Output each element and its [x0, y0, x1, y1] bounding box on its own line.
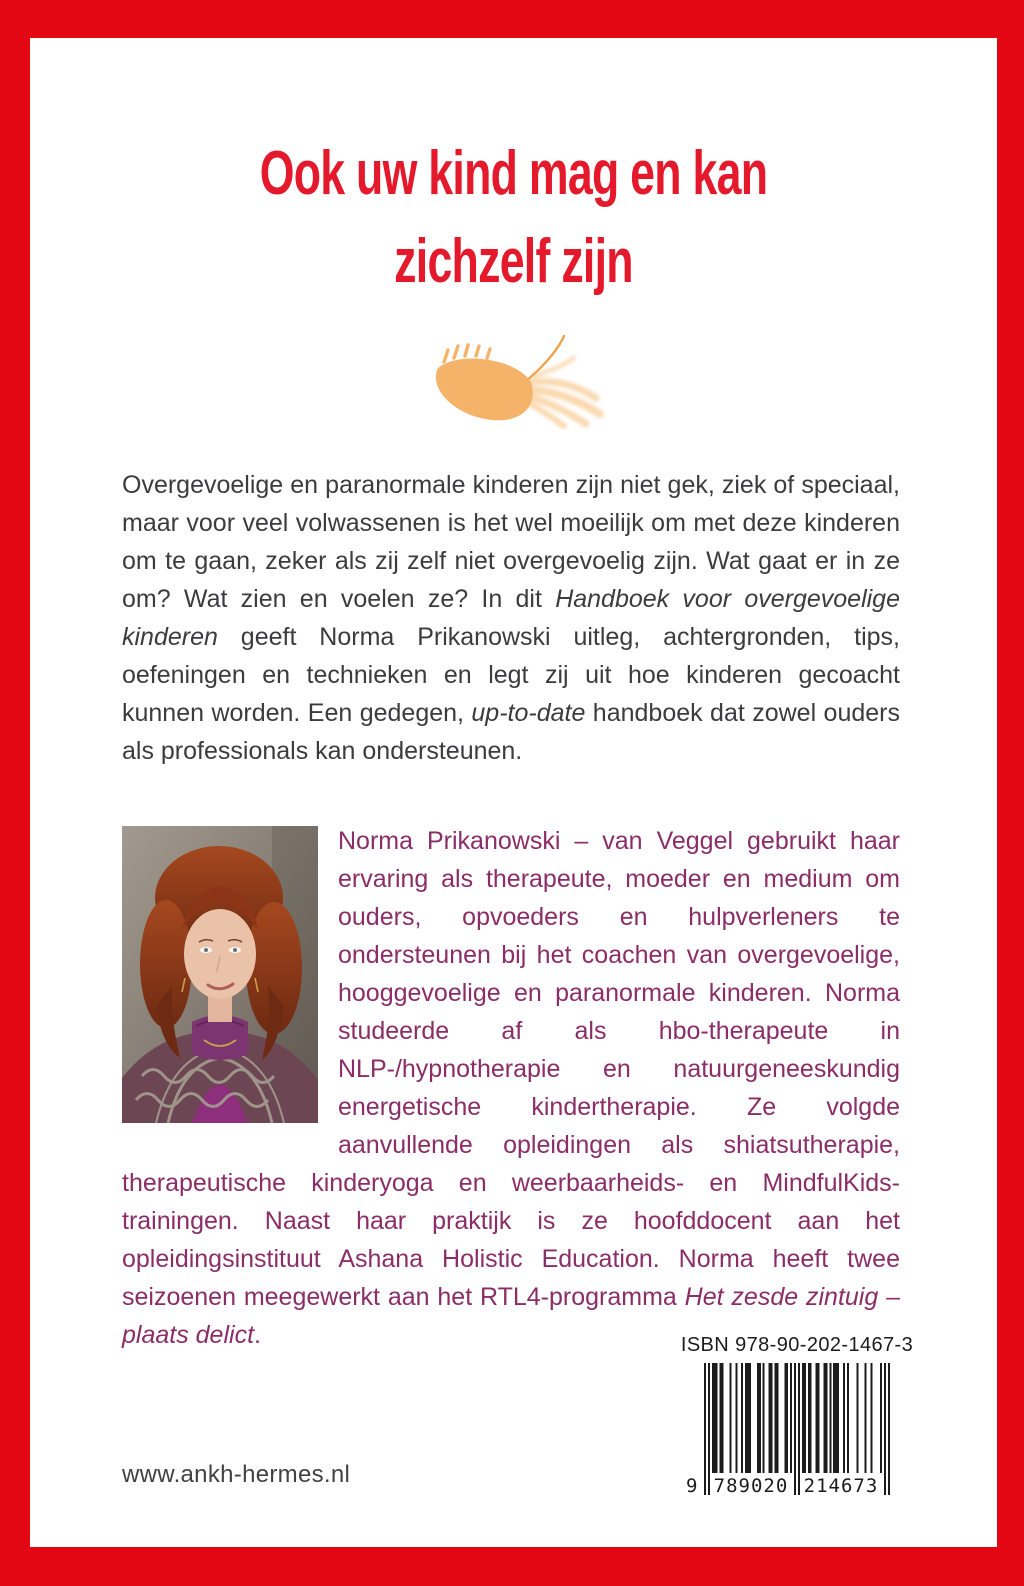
blurb-book-title-italic: Handboek voor overgevoelige kinderen	[122, 585, 900, 651]
cover-white-panel	[30, 38, 997, 1547]
ean13-barcode	[686, 1363, 890, 1497]
blurb-text-3: handboek dat zowel ouders als professionals kan ondersteunen.	[122, 699, 900, 765]
feather-illustration	[30, 328, 997, 432]
author-photo	[122, 826, 318, 1123]
blurb-text-1: Overgevoelige en paranormale kinderen zijn niet gek, ziek of speciaal, maar voor veel volwassenen is het wel moeilijk om met deze kinderen om te gaan, zeker als zij zelf niet overgevoelig zijn. Wat gaat er in ze om? Wat zien en voelen ze? In dit	[122, 471, 900, 613]
bio-tv-show-italic: Het zesde zintuig – plaats delict	[122, 1283, 900, 1349]
barcode-digits-right: 214673	[803, 1475, 879, 1497]
back-cover-blurb	[122, 466, 900, 770]
cover-title-line1: Ook uw kind mag en kan	[259, 139, 768, 208]
feather-icon	[414, 330, 614, 430]
bio-text-2: .	[254, 1321, 261, 1349]
barcode-digit-first: 9	[686, 1475, 698, 1497]
barcode-digits-left: 789020	[713, 1475, 789, 1497]
isbn-barcode-block	[680, 1334, 914, 1497]
author-bio-section	[122, 822, 900, 1354]
blurb-uptodate-italic: up-to-date	[471, 699, 586, 727]
isbn-label: ISBN 978-90-202-1467-3	[680, 1334, 914, 1356]
blurb-text-2: geeft Norma Prikanowski uitleg, achtergronden, tips, oefeningen en technieken en legt zij uit hoe kinderen gecoacht kunnen worden. Een gedegen,	[122, 623, 900, 727]
cover-title-line2: zichzelf zijn	[394, 227, 633, 296]
publisher-website: www.ankh-hermes.nl	[122, 1461, 351, 1488]
cover-title	[165, 130, 861, 306]
bio-text-1: Norma Prikanowski – van Veggel gebruikt haar ervaring als therapeute, moeder en medium om ouders, opvoeders en hulpverleners te ondersteunen bij het coachen van overgevoelige, hooggevoelige en paranormale kinderen. Norma studeerde af als hbo-therapeute in NLP-/hypnotherapie en natuurgeneeskundig energetische kindertherapie. Ze volgde aanvullende opleidingen als shiatsutherapie, therapeutische kinderyoga en weerbaarheids- en MindfulKids-trainingen. Naast haar praktijk is ze hoofddocent aan het opleidingsinstituut Ashana Holistic Education. Norma heeft twee seizoenen meegewerkt aan het RTL4-programma	[122, 827, 900, 1311]
